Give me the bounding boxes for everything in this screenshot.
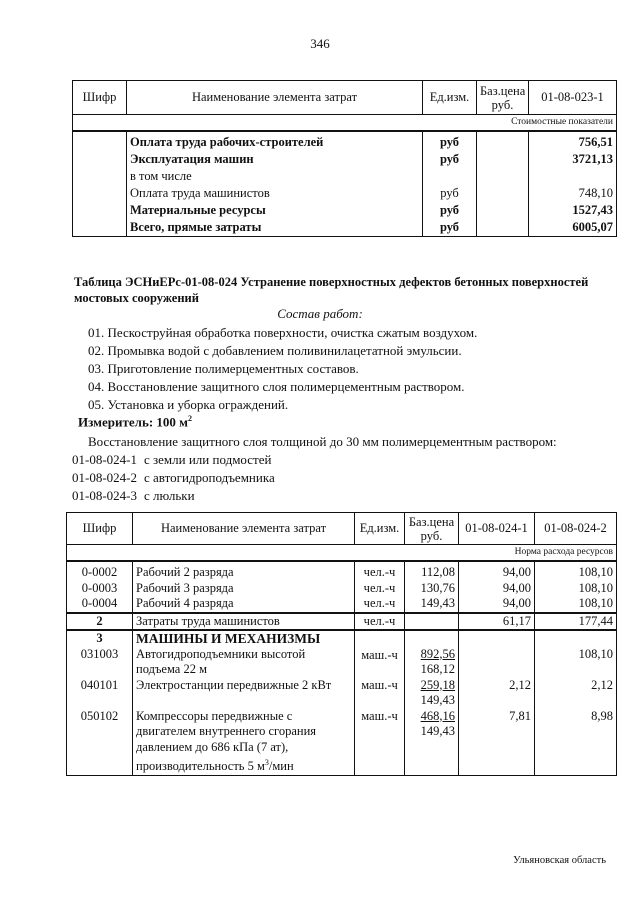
description: Восстановление защитного слоя толщиной до 30 мм полимерцементным раствором: [88, 434, 557, 449]
meter-label: Измеритель: 100 $м^2$ [78, 414, 193, 430]
works-heading: Состав работ: [277, 306, 363, 321]
header-code: Шифр [67, 513, 133, 545]
table-row-labor: 2 Затраты труда машинистов чел.-ч 61,17 177,44 [67, 613, 617, 631]
cost-table-01-08-023 [72, 80, 617, 237]
header-price: Баз.цена руб. [477, 81, 529, 115]
header-name: Наименование элемента затрат [133, 513, 355, 545]
table-row: в том числе [73, 168, 617, 185]
work-item: 05. Установка и уборка ограждений. [88, 397, 289, 412]
header-norm: 01-08-023-1 [529, 81, 617, 115]
table-row: 050102 Компрессоры передвижные с двигателем внутреннего сгорания давлением до 686 кПа (7 ат), производительность 5 $м^3$/мин маш.-ч 468,16 149,43 7,81 8,98 [67, 709, 617, 776]
work-item: 02. Промывка водой с добавлением поливинилацетатной эмульсии. [88, 343, 462, 358]
header-unit: Ед.изм. [423, 81, 477, 115]
work-item: 04. Восстановление защитного слоя полимерцементным раствором. [88, 379, 465, 394]
table-row: 031003 Автогидроподъемники высотой подъема 22 м маш.-ч 892,56 168,12 108,10 [67, 647, 617, 678]
table-row: Эксплуатация машин руб 3721,13 [73, 151, 617, 168]
page-number: 346 [310, 36, 330, 51]
work-item: 03. Приготовление полимерцементных составов. [88, 361, 359, 376]
resource-table-01-08-024 [66, 512, 617, 776]
header-code: Шифр [73, 81, 127, 115]
header-price: Баз.цена руб. [405, 513, 459, 545]
table-row: Материальные ресурсы руб 1527,43 [73, 202, 617, 219]
variant-item: 01-08-024-3 с люльки [72, 488, 195, 503]
variant-item: 01-08-024-2 с автогидроподъемника [72, 470, 275, 485]
table-row: 0-0002 Рабочий 2 разряда чел.-ч 112,08 94,00 108,10 [67, 561, 617, 581]
header-name: Наименование элемента затрат [127, 81, 423, 115]
table-row: Оплата труда рабочих-строителей руб 756,51 [73, 131, 617, 151]
table-row-section: 3 МАШИНЫ И МЕХАНИЗМЫ [67, 630, 617, 647]
subheader: Норма расхода ресурсов [67, 545, 617, 562]
table-row: 040101 Электростанции передвижные 2 кВт маш.-ч 259,18 149,43 2,12 2,12 [67, 678, 617, 709]
header-unit: Ед.изм. [355, 513, 405, 545]
section-title: Таблица ЭСНиЕРс-01-08-024 Устранение поверхностных дефектов бетонных поверхностей мостовых сооружений [74, 275, 589, 305]
table-row: Всего, прямые затраты руб 6005,07 [73, 219, 617, 237]
table-row: 0-0003 Рабочий 3 разряда чел.-ч 130,76 94,00 108,10 [67, 581, 617, 597]
table-row: 0-0004 Рабочий 4 разряда чел.-ч 149,43 94,00 108,10 [67, 596, 617, 613]
subheader: Стоимостные показатели [73, 115, 617, 132]
work-item: 01. Пескоструйная обработка поверхности, очистка сжатым воздухом. [88, 325, 478, 340]
header-norm-1: 01-08-024-1 [459, 513, 535, 545]
table-row: Оплата труда машинистов руб 748,10 [73, 185, 617, 202]
variant-item: 01-08-024-1 с земли или подмостей [72, 452, 272, 467]
header-norm-2: 01-08-024-2 [535, 513, 617, 545]
footer-region: Ульяновская область [513, 855, 606, 866]
